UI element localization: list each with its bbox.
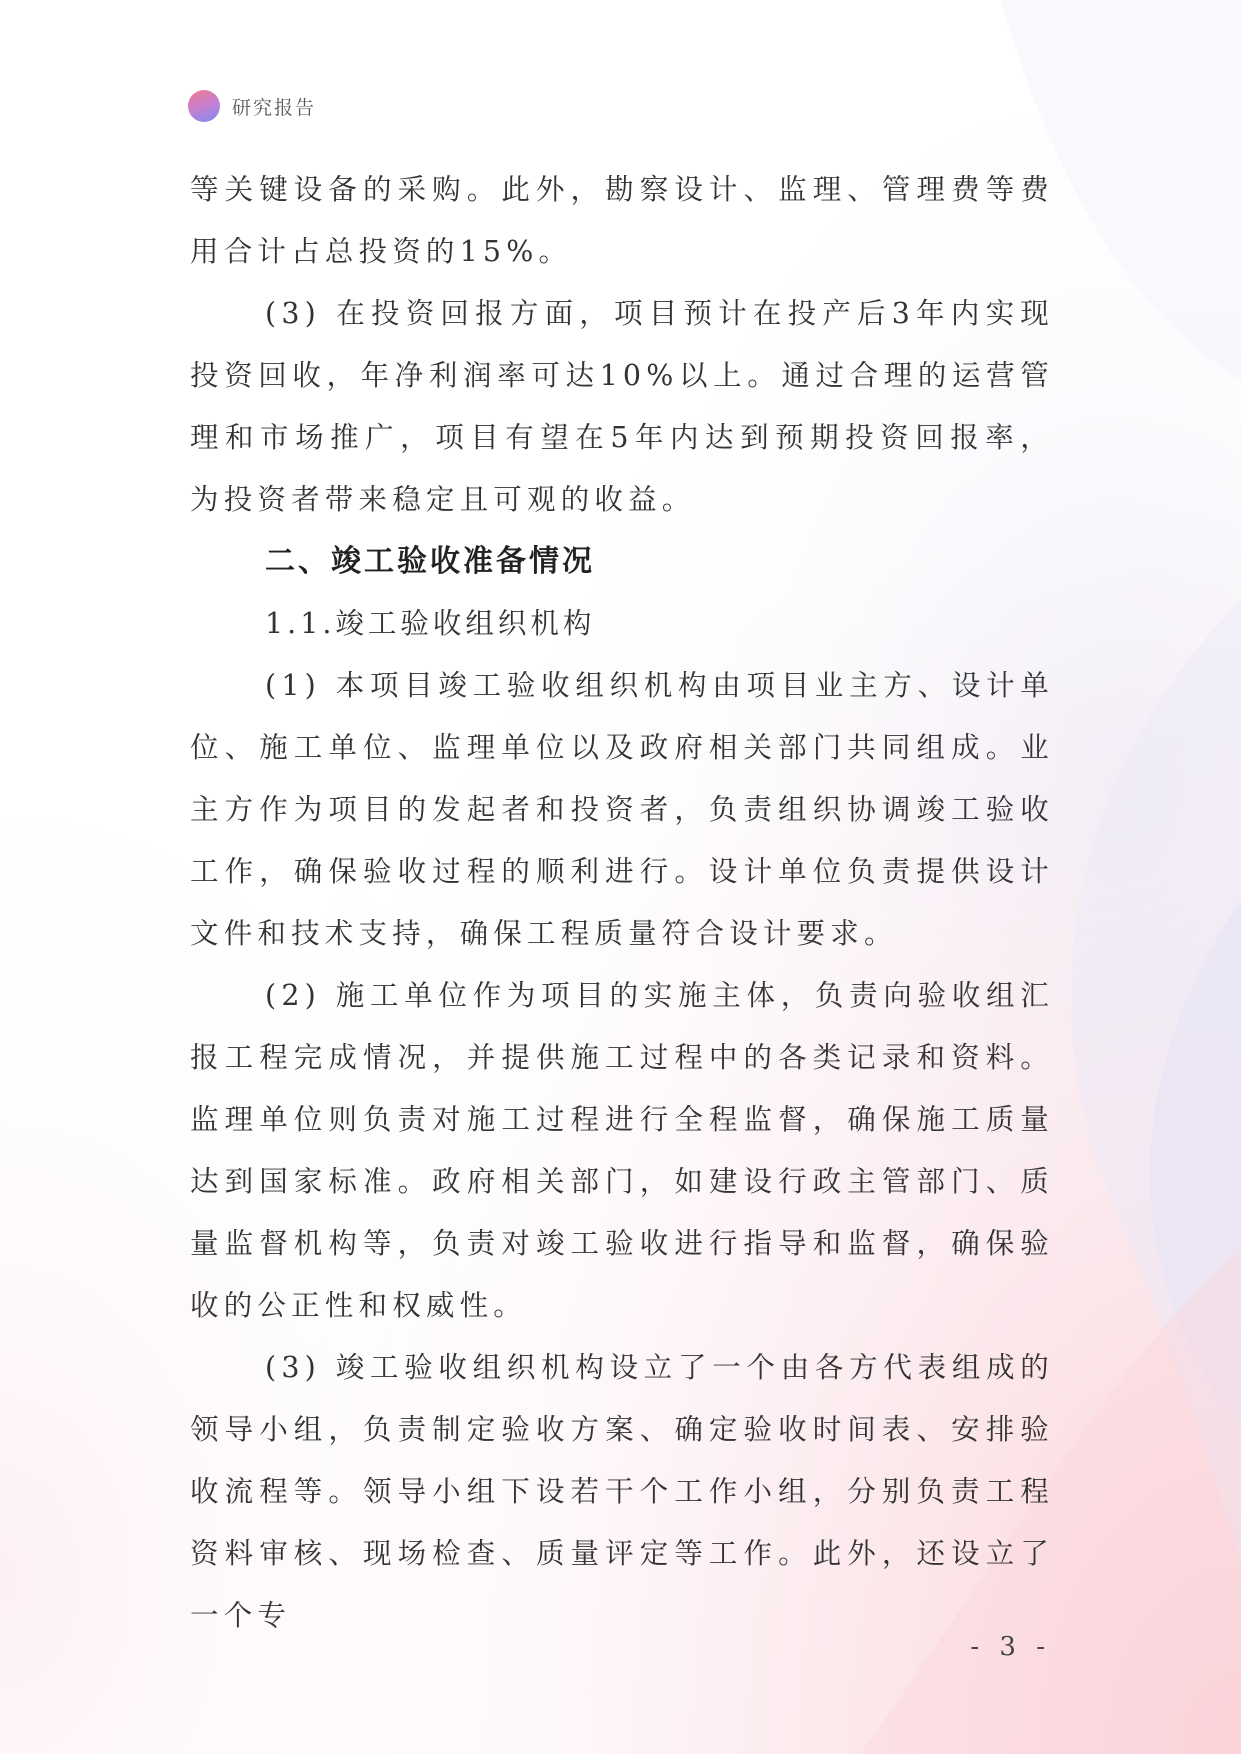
paragraph-organization-1: (1) 本项目竣工验收组织机构由项目业主方、设计单位、施工单位、监理单位以及政府相关部门共同组成。业主方作为项目的发起者和投资者，负责组织协调竣工验收工作，确保验收过程的顺利进行。设计单位负责提供设计文件和技术支持，确保工程质量符合设计要求。 xyxy=(190,669,1054,950)
page-header xyxy=(188,88,316,124)
header-title: 研究报告 xyxy=(232,96,317,119)
paragraph-continued: 等关键设备的采购。此外，勘察设计、监理、管理费等费用合计占总投资的15%。 xyxy=(190,173,1054,268)
paragraph-organization-3: (3) 竣工验收组织机构设立了一个由各方代表组成的领导小组，负责制定验收方案、确定验收时间表、安排验收流程等。领导小组下设若干个工作小组，分别负责工程资料审核、现场检查、质量评定等工作。此外，还设立了一个专 xyxy=(190,1351,1054,1632)
report-logo-icon xyxy=(188,90,220,122)
subsection-heading: 1.1.竣工验收组织机构 xyxy=(265,607,596,640)
page-number: - 3 - xyxy=(970,1632,1051,1662)
document-body xyxy=(190,159,1054,1647)
paragraph-investment-return: (3) 在投资回报方面，项目预计在投产后3年内实现投资回收，年净利润率可达10%以上。通过合理的运营管理和市场推广，项目有望在5年内达到预期投资回报率，为投资者带来稳定且可观的收益。 xyxy=(190,297,1054,516)
section-heading: 二、竣工验收准备情况 xyxy=(265,544,595,579)
paragraph-organization-2: (2) 施工单位作为项目的实施主体，负责向验收组汇报工程完成情况，并提供施工过程中的各类记录和资料。监理单位则负责对施工过程进行全程监督，确保施工质量达到国家标准。政府相关部门，如建设行政主管部门、质量监督机构等，负责对竣工验收进行指导和监督，确保验收的公正性和权威性。 xyxy=(190,979,1054,1322)
